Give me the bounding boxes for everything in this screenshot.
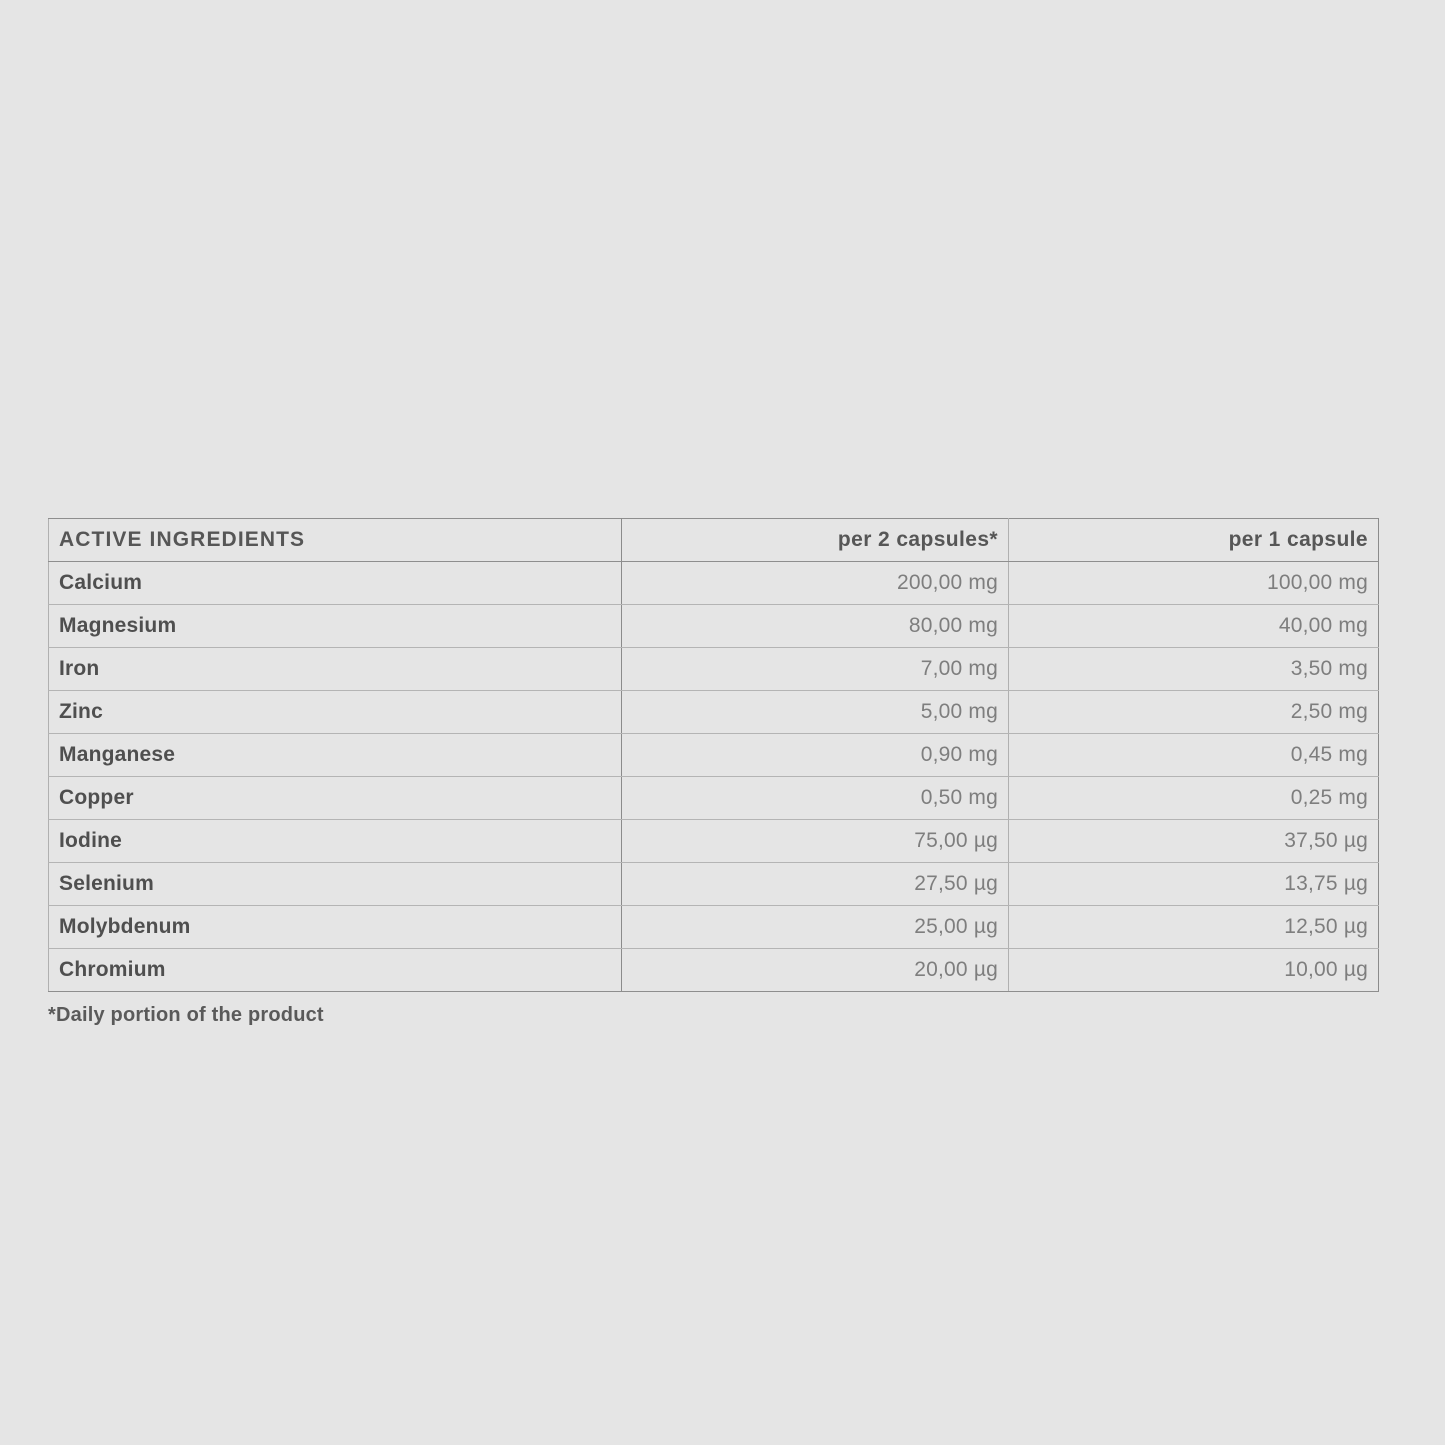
active-ingredients-table [48, 518, 1379, 992]
table-row [49, 562, 1379, 605]
ingredient-name: Chromium [49, 949, 622, 992]
ingredient-name: Iodine [49, 820, 622, 863]
table-row [49, 691, 1379, 734]
amount-per-1-capsule: 0,45 mg [1009, 734, 1379, 777]
ingredient-name: Molybdenum [49, 906, 622, 949]
table-row [49, 949, 1379, 992]
amount-per-2-capsules: 5,00 mg [622, 691, 1009, 734]
table-footnote: *Daily portion of the product [48, 1004, 324, 1026]
column-header-per-1-capsule: per 1 capsule [1009, 519, 1379, 562]
amount-per-1-capsule: 0,25 mg [1009, 777, 1379, 820]
amount-per-1-capsule: 10,00 µg [1009, 949, 1379, 992]
column-header-per-2-capsules: per 2 capsules* [622, 519, 1009, 562]
ingredient-name: Manganese [49, 734, 622, 777]
ingredient-name: Calcium [49, 562, 622, 605]
ingredient-name: Iron [49, 648, 622, 691]
table-row [49, 648, 1379, 691]
amount-per-2-capsules: 80,00 mg [622, 605, 1009, 648]
nutrition-facts-panel [48, 518, 1378, 992]
table-body [49, 562, 1379, 992]
amount-per-2-capsules: 75,00 µg [622, 820, 1009, 863]
table-row [49, 605, 1379, 648]
ingredient-name: Magnesium [49, 605, 622, 648]
amount-per-1-capsule: 3,50 mg [1009, 648, 1379, 691]
table-header-row [49, 519, 1379, 562]
amount-per-2-capsules: 25,00 µg [622, 906, 1009, 949]
table-row [49, 820, 1379, 863]
table-header [49, 519, 1379, 562]
ingredient-name: Zinc [49, 691, 622, 734]
ingredient-name: Selenium [49, 863, 622, 906]
amount-per-1-capsule: 37,50 µg [1009, 820, 1379, 863]
column-header-active-ingredients: ACTIVE INGREDIENTS [49, 519, 622, 562]
amount-per-1-capsule: 13,75 µg [1009, 863, 1379, 906]
amount-per-2-capsules: 20,00 µg [622, 949, 1009, 992]
table-row [49, 863, 1379, 906]
amount-per-2-capsules: 27,50 µg [622, 863, 1009, 906]
amount-per-1-capsule: 100,00 mg [1009, 562, 1379, 605]
amount-per-2-capsules: 200,00 mg [622, 562, 1009, 605]
amount-per-2-capsules: 0,50 mg [622, 777, 1009, 820]
amount-per-2-capsules: 7,00 mg [622, 648, 1009, 691]
amount-per-2-capsules: 0,90 mg [622, 734, 1009, 777]
table-row [49, 734, 1379, 777]
table-row [49, 777, 1379, 820]
amount-per-1-capsule: 12,50 µg [1009, 906, 1379, 949]
ingredient-name: Copper [49, 777, 622, 820]
table-row [49, 906, 1379, 949]
amount-per-1-capsule: 40,00 mg [1009, 605, 1379, 648]
amount-per-1-capsule: 2,50 mg [1009, 691, 1379, 734]
